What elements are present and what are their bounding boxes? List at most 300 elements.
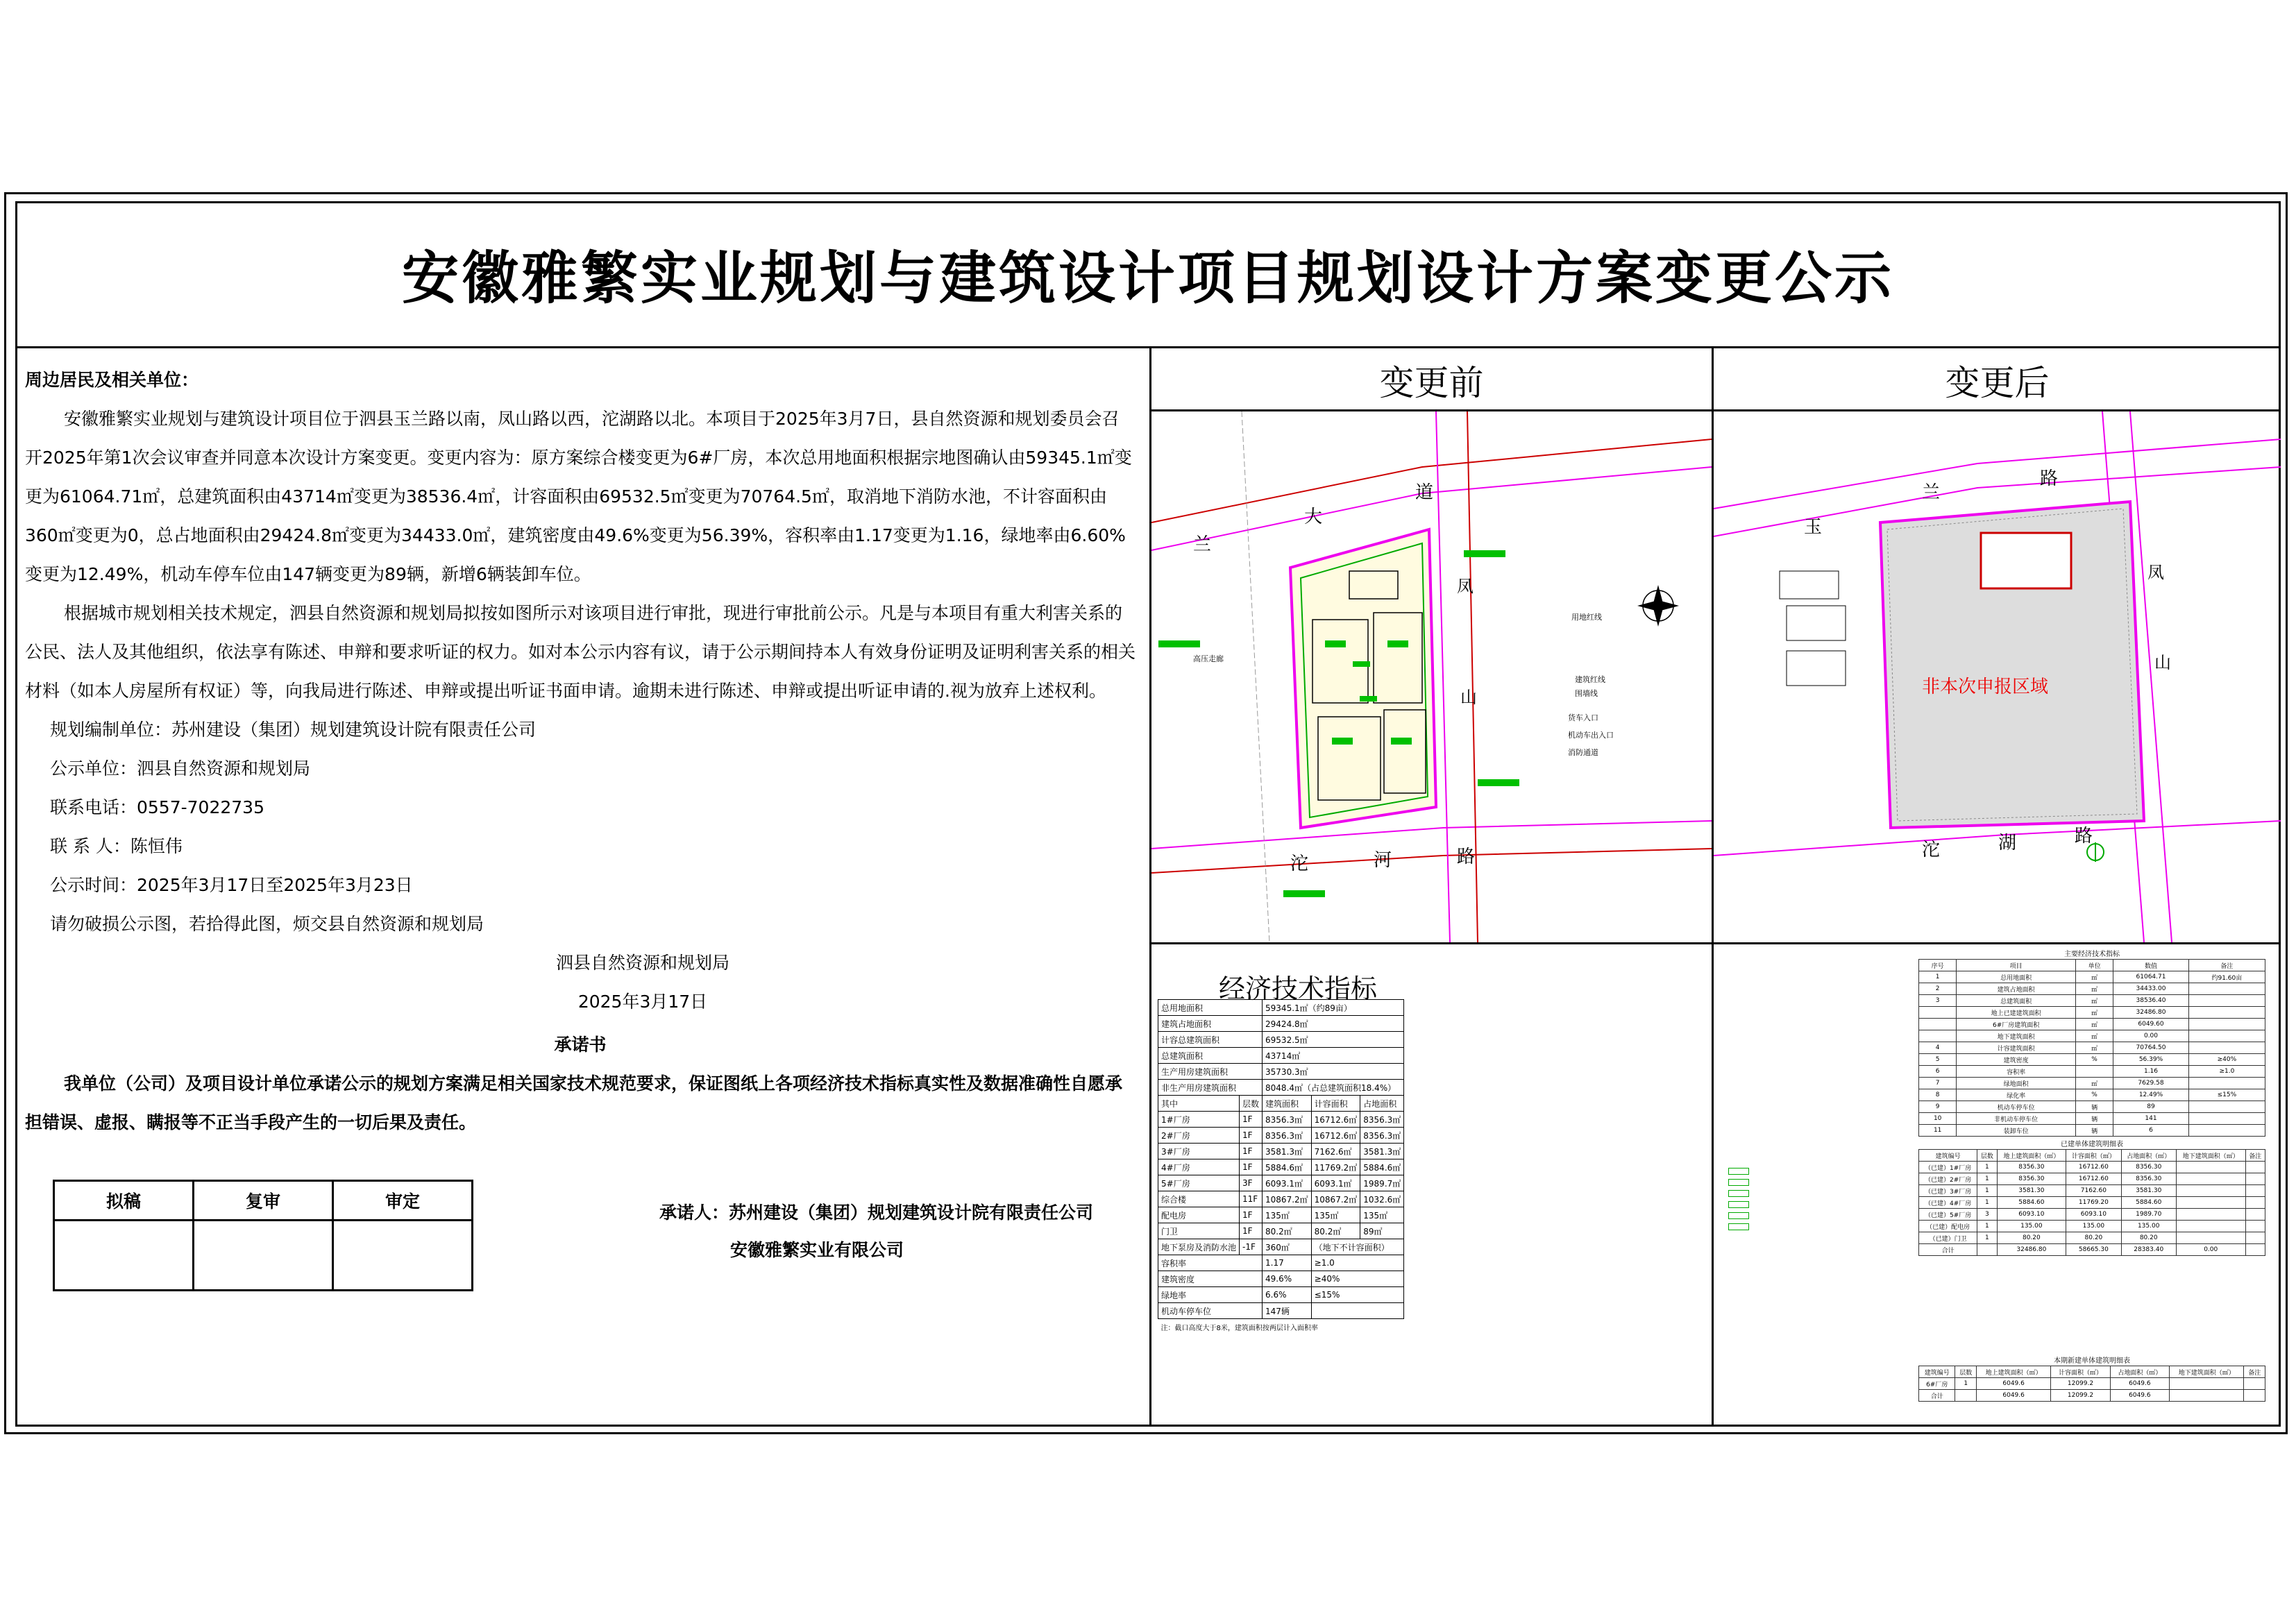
table-header: [1919, 1366, 2265, 1378]
table-cell: 绿化率: [1957, 1089, 2076, 1101]
table-cell: 非生产用房建筑面积: [1158, 1080, 1263, 1096]
table-cell: 6093.10: [2066, 1209, 2121, 1221]
table-row: [1919, 1378, 2265, 1390]
table-header: [1158, 1096, 1404, 1112]
north-arrow-icon: [2087, 842, 2104, 862]
sign-header: 拟稿: [54, 1181, 194, 1221]
table-cell: 5884.60: [2121, 1197, 2176, 1209]
table-row: [1919, 1007, 2265, 1019]
table-row: [1919, 1101, 2265, 1113]
legend-swatch: [1728, 1201, 1749, 1208]
page-title: 安徽雅繁实业规划与建筑设计项目规划设计方案变更公示: [401, 246, 1894, 312]
table-row: [1158, 1016, 1404, 1032]
table-cell: 8356.3㎡: [1360, 1128, 1404, 1144]
legend-row: [1728, 1166, 1860, 1177]
promise-title: 承诺书: [554, 1035, 607, 1055]
table-cell: 配电房: [1158, 1207, 1240, 1223]
table-cell: 合计: [1919, 1390, 1955, 1402]
road-name-south: 沱: [1922, 839, 1941, 860]
table-cell: 6049.6: [1976, 1378, 2050, 1390]
table-cell: 10867.2㎡: [1311, 1191, 1360, 1207]
notice-item: 联系电话：0557-7022735: [50, 797, 264, 817]
table-cell: 1F: [1240, 1128, 1263, 1144]
table-cell: 6049.60: [2113, 1019, 2188, 1030]
table-cell: [2170, 1390, 2244, 1402]
table-cell: 7629.58: [2113, 1078, 2188, 1089]
table-cell: [1919, 1019, 1957, 1030]
sign-header: 复审: [194, 1181, 333, 1221]
table-cell: 3: [1977, 1209, 1997, 1221]
road-name-east: 山: [1460, 688, 1477, 707]
built-buildings-table: [1918, 1149, 2265, 1256]
table-cell: 6.6%: [1263, 1287, 1312, 1303]
table-cell: 1: [1977, 1221, 1997, 1232]
greeting: 周边居民及相关单位：: [25, 370, 199, 390]
table-cell: 计容面积（㎡）: [2051, 1366, 2110, 1378]
table-row: [1158, 1239, 1404, 1255]
table-cell: 备注: [2188, 960, 2265, 971]
table-note: [1158, 1319, 1404, 1335]
table-cell: [2245, 1232, 2265, 1244]
road-name-south: 路: [2075, 825, 2093, 846]
table-cell: 地下建筑面积: [1957, 1030, 2076, 1042]
table-cell: 8356.30: [2121, 1162, 2176, 1173]
table-row: [1919, 1089, 2265, 1101]
table-row: [1919, 1030, 2265, 1042]
table-cell: ㎡: [2075, 1042, 2113, 1054]
road-edge: [1151, 467, 1712, 550]
table-cell: 占地面积（㎡）: [2110, 1366, 2169, 1378]
table-row: [1919, 1113, 2265, 1125]
table-cell: 总建筑面积: [1957, 995, 2076, 1007]
not-applied-label: 非本次申报区域: [1922, 676, 2049, 697]
table-row: [1158, 1207, 1404, 1223]
table-row: [1158, 1255, 1404, 1271]
table-row: [1158, 1271, 1404, 1287]
table-cell: 11: [1919, 1125, 1957, 1137]
road-name-south: 湖: [1998, 832, 2017, 853]
table-cell: 35730.3㎡: [1263, 1064, 1404, 1080]
table-cell: [2075, 1066, 2113, 1078]
table-row: [1158, 1128, 1404, 1144]
table-cell: 备注: [2245, 1150, 2265, 1162]
table-row: [1158, 1191, 1404, 1207]
table-cell: [2188, 995, 2265, 1007]
table-cell: 56.39%: [2113, 1054, 2188, 1066]
table-cell: 机动车停车位: [1158, 1303, 1263, 1319]
table-cell: 容积率: [1158, 1255, 1263, 1271]
table-cell: 38536.40: [2113, 995, 2188, 1007]
table-cell: 12.49%: [2113, 1089, 2188, 1101]
legend-swatch: [1728, 1179, 1749, 1186]
table-cell: 16712.60: [2066, 1162, 2121, 1173]
table-cell: 1989.7㎡: [1360, 1175, 1404, 1191]
road-name-east: 山: [2154, 654, 2171, 672]
table-cell: 6#厂房建筑面积: [1957, 1019, 2076, 1030]
table-cell: 5#厂房: [1158, 1175, 1240, 1191]
table-cell: 7162.60: [2066, 1185, 2121, 1197]
table-cell: ≥40%: [2188, 1054, 2265, 1066]
table-cell: [2244, 1378, 2265, 1390]
table-cell: 6093.1㎡: [1311, 1175, 1360, 1191]
table-cell: 8356.3㎡: [1263, 1128, 1312, 1144]
table-cell: 注：截口高度大于8米，建筑面积按两层计入面积率: [1160, 1324, 1318, 1332]
table-cell: ≤15%: [1311, 1287, 1404, 1303]
road-name-north: 大: [1304, 506, 1323, 527]
road-edge: [1151, 821, 1712, 849]
table-cell: 3: [1919, 995, 1957, 1007]
table-cell: 34433.00: [2113, 983, 2188, 995]
road-name-east: 凤: [1457, 577, 1474, 596]
sign-table: [53, 1180, 473, 1291]
sign-header: 审定: [333, 1181, 473, 1221]
table-row: [1919, 1232, 2265, 1244]
legend-swatch: [1728, 1168, 1749, 1175]
label-high-voltage: 高压走廊: [1193, 655, 1224, 663]
table-cell: 地下泵房及消防水池: [1158, 1239, 1240, 1255]
table-cell: 建筑占地面积: [1957, 983, 2076, 995]
table-cell: [2245, 1209, 2265, 1221]
table-cell: [2176, 1209, 2245, 1221]
table-row: [1158, 1112, 1404, 1128]
table-cell: 6: [1919, 1066, 1957, 1078]
table-cell: 计容建筑面积: [1957, 1042, 2076, 1054]
table-cell: 总建筑面积: [1158, 1048, 1263, 1064]
new-table-title: 本期新建单体建筑明细表: [2054, 1357, 2130, 1365]
table-cell: 0.00: [2113, 1030, 2188, 1042]
table-cell: 1: [1977, 1162, 1997, 1173]
table-cell: 绿地面积: [1957, 1078, 2076, 1089]
table-cell: [2188, 1113, 2265, 1125]
table-cell: [1919, 1030, 1957, 1042]
table-cell: [2188, 983, 2265, 995]
promise-text: 我单位（公司）及项目设计单位承诺公示的规划方案满足相关国家技术规范要求，保证图纸上各项经济技术指标真实性及数据准确性自愿承担错误、虚报、瞒报等不正当手段产生的一切后果及责任。: [25, 1073, 1123, 1132]
table-cell: （已建）4#厂房: [1919, 1197, 1977, 1209]
table-cell: [2176, 1221, 2245, 1232]
table-cell: 2#厂房: [1158, 1128, 1240, 1144]
table-cell: [2170, 1378, 2244, 1390]
label-fire-lane: 消防通道: [1568, 749, 1598, 757]
table-cell: [2188, 1078, 2265, 1089]
table-cell: 8356.3㎡: [1263, 1112, 1312, 1128]
legend-row: [1728, 1177, 1860, 1188]
table-row: [1158, 1064, 1404, 1080]
table-cell: 12099.2: [2051, 1390, 2110, 1402]
table-cell: [1977, 1244, 1997, 1256]
table-cell: 10867.2㎡: [1263, 1191, 1312, 1207]
road-name-south: 河: [1374, 849, 1392, 870]
adjacent-building: [1787, 651, 1846, 686]
table-cell: 9: [1919, 1101, 1957, 1113]
table-cell: 28383.40: [2121, 1244, 2176, 1256]
site-plan-after: [1714, 411, 2281, 942]
table-row: [1919, 1125, 2265, 1137]
table-cell: [2245, 1221, 2265, 1232]
table-row: [1158, 1144, 1404, 1159]
table-cell: 8356.30: [1997, 1162, 2066, 1173]
table-cell: 6049.6: [2110, 1378, 2169, 1390]
table-cell: [1955, 1390, 1977, 1402]
notice-para-1: 安徽雅繁实业规划与建筑设计项目位于泗县玉兰路以南，凤山路以西，沱湖路以北。本项目于2025年3月7日，县自然资源和规划委员会召开2025年第1次会议审查并同意本次设计方案变更。变更内容为：原方案综合楼变更为6#厂房，本次总用地面积根据宗地图确认由59345.1㎡变更为61064.71㎡，总建筑面积由43714㎡变更为38536.4㎡，计容面积由69532.5㎡变更为70764.5㎡，取消地下消防水池，不计容面积由360㎡变更为0，总占地面积由29424.8㎡变更为34433.0㎡，建筑密度由49.6%变更为56.39%，容积率由1.17变更为1.16，绿地率由6.60%变更为12.49%，机动车停车位由147辆变更为89辆，新增6辆装卸车位。: [25, 409, 1132, 584]
table-cell: 5884.6㎡: [1360, 1159, 1404, 1175]
table-cell: %: [2075, 1089, 2113, 1101]
table-cell: [2245, 1185, 2265, 1197]
table-cell: 层数: [1977, 1150, 1997, 1162]
table-cell: 80.20: [1997, 1232, 2066, 1244]
table-cell: 5884.6㎡: [1263, 1159, 1312, 1175]
table-cell: 360㎡: [1263, 1239, 1312, 1255]
table-cell: %: [2075, 1054, 2113, 1066]
table-cell: 1F: [1240, 1207, 1263, 1223]
table-row: [1919, 1390, 2265, 1402]
table-cell: [2188, 1101, 2265, 1113]
legend-swatch: [1728, 1212, 1749, 1219]
committer-1: 承诺人：苏州建设（集团）规划建筑设计院有限责任公司: [659, 1203, 1094, 1223]
table-cell: ≤15%: [2188, 1089, 2265, 1101]
adjacent-building: [1787, 606, 1846, 640]
table-cell: [2245, 1173, 2265, 1185]
legend-swatch: [1728, 1223, 1749, 1230]
table-cell: 0.00: [2176, 1244, 2245, 1256]
title-bar: [15, 201, 2281, 348]
table-cell: 地上建筑面积（㎡）: [1997, 1150, 2066, 1162]
table-cell: 1.16: [2113, 1066, 2188, 1078]
table-cell: ㎡: [2075, 983, 2113, 995]
table-cell: [2188, 1019, 2265, 1030]
table-row: [1158, 1048, 1404, 1064]
sign-cell: [54, 1221, 194, 1291]
label-building-line: 建筑红线: [1575, 676, 1605, 684]
table-cell: 135.00: [1997, 1221, 2066, 1232]
table-cell: 7: [1919, 1078, 1957, 1089]
table-cell: 135㎡: [1360, 1207, 1404, 1223]
table-cell: 1#厂房: [1158, 1112, 1240, 1128]
table-cell: 8356.30: [1997, 1173, 2066, 1185]
table-cell: 1989.70: [2121, 1209, 2176, 1221]
table-row: [1919, 995, 2265, 1007]
road-edge: [1714, 439, 2281, 509]
table-row: [1919, 1244, 2265, 1256]
road-name-south: 沱: [1290, 853, 1309, 874]
table-cell: 69532.5㎡: [1263, 1032, 1404, 1048]
table-cell: 135.00: [2066, 1221, 2121, 1232]
table-cell: [1311, 1303, 1404, 1319]
table-cell: 地下建筑面积（㎡）: [2170, 1366, 2244, 1378]
table-cell: [2188, 1042, 2265, 1054]
table-cell: 层数: [1240, 1096, 1263, 1112]
table-cell: 计容总建筑面积: [1158, 1032, 1263, 1048]
road-name-south: 路: [1457, 846, 1476, 867]
table-cell: [2176, 1232, 2245, 1244]
table-cell: （已建）2#厂房: [1919, 1173, 1977, 1185]
table-cell: 8: [1919, 1089, 1957, 1101]
table-cell: ≥40%: [1311, 1271, 1404, 1287]
table-cell: （已建）3#厂房: [1919, 1185, 1977, 1197]
table-cell: 约91.60亩: [2188, 971, 2265, 983]
table-cell: 135.00: [2121, 1221, 2176, 1232]
table-cell: [2176, 1185, 2245, 1197]
table-cell: 80.2㎡: [1311, 1223, 1360, 1239]
table-cell: 容积率: [1957, 1066, 2076, 1078]
table-cell: 占地面积: [1360, 1096, 1404, 1112]
table-row: [1919, 1054, 2265, 1066]
table-cell: 辆: [2075, 1125, 2113, 1137]
north-arrow-icon: [1637, 585, 1679, 627]
table-cell: 58665.30: [2066, 1244, 2121, 1256]
road-name-north: 兰: [1922, 482, 1941, 502]
new-building: [1981, 533, 2071, 588]
table-cell: ㎡: [2075, 995, 2113, 1007]
table-cell: 其中: [1158, 1096, 1240, 1112]
table-cell: 80.2㎡: [1263, 1223, 1312, 1239]
table-row: [1919, 1042, 2265, 1054]
plan-legend: [1728, 1166, 1860, 1339]
legend-row: [1728, 1188, 1860, 1199]
table-cell: 3581.30: [2121, 1185, 2176, 1197]
legend-row: [1728, 1210, 1860, 1221]
notice-item: 请勿破损公示图，若拾得此图，烦交县自然资源和规划局: [50, 914, 484, 934]
table-cell: 1.17: [1263, 1255, 1312, 1271]
issuer: 泗县自然资源和规划局: [555, 953, 729, 973]
table-cell: [2176, 1162, 2245, 1173]
table-cell: 单位: [2075, 960, 2113, 971]
table-cell: 4#厂房: [1158, 1159, 1240, 1175]
road-name-north: 玉: [1804, 516, 1823, 537]
legend-row: [1728, 1221, 1860, 1232]
table-cell: 5: [1919, 1054, 1957, 1066]
table-row: [1158, 1175, 1404, 1191]
table-cell: 装卸车位: [1957, 1125, 2076, 1137]
table-cell: 135㎡: [1311, 1207, 1360, 1223]
table-row: [1919, 971, 2265, 983]
table-cell: 135㎡: [1263, 1207, 1312, 1223]
table-cell: 6049.6: [2110, 1390, 2169, 1402]
table-cell: 11769.20: [2066, 1197, 2121, 1209]
table-cell: 项目: [1957, 960, 2076, 971]
road-name-north: 兰: [1193, 534, 1212, 554]
table-row: [1158, 1287, 1404, 1303]
table-cell: [2188, 1125, 2265, 1137]
table-cell: 5884.60: [1997, 1197, 2066, 1209]
label-site-line: 用地红线: [1571, 613, 1602, 622]
table-cell: 地上已建建筑面积: [1957, 1007, 2076, 1019]
main-indicators-table: [1918, 959, 2265, 1137]
table-cell: [2188, 1007, 2265, 1019]
table-cell: 49.6%: [1263, 1271, 1312, 1287]
table-cell: 占地面积（㎡）: [2121, 1150, 2176, 1162]
table-cell: ㎡: [2075, 1019, 2113, 1030]
table-cell: 生产用房建筑面积: [1158, 1064, 1263, 1080]
table-row: [1158, 1159, 1404, 1175]
table-row: [1919, 1185, 2265, 1197]
table-cell: （地下不计容面积）: [1311, 1239, 1404, 1255]
road-edge: [1242, 411, 1269, 942]
table-cell: 3581.3㎡: [1263, 1144, 1312, 1159]
panel-before-title: 变更前: [1379, 362, 1484, 403]
table-row: [1158, 1303, 1404, 1319]
table-cell: 地下建筑面积（㎡）: [2176, 1150, 2245, 1162]
table-cell: 16712.6㎡: [1311, 1128, 1360, 1144]
table-cell: 147辆: [1263, 1303, 1312, 1319]
panel-after-title: 变更后: [1945, 362, 2050, 403]
notice-item: 公示时间：2025年3月17日至2025年3月23日: [50, 875, 413, 895]
table-cell: [1919, 1007, 1957, 1019]
table-row: [1919, 1221, 2265, 1232]
table-row: [1919, 1078, 2265, 1089]
table-cell: [2176, 1173, 2245, 1185]
table-cell: 地上建筑面积（㎡）: [1976, 1366, 2050, 1378]
built-table-title: 已建单体建筑明细表: [2061, 1141, 2123, 1148]
table-cell: （已建）门卫: [1919, 1232, 1977, 1244]
table-cell: 6#厂房: [1919, 1378, 1955, 1390]
table-row: [1919, 1066, 2265, 1078]
table-row: [1158, 1223, 1404, 1239]
econ-title: 经济技术指标: [1218, 974, 1377, 1004]
table-row: [1919, 1173, 2265, 1185]
table-cell: 32486.80: [1997, 1244, 2066, 1256]
table-cell: 8048.4㎡（占总建筑面积18.4%）: [1263, 1080, 1404, 1096]
table-cell: 辆: [2075, 1113, 2113, 1125]
table-cell: [2245, 1162, 2265, 1173]
table-cell: 门卫: [1158, 1223, 1240, 1239]
table-cell: [2245, 1197, 2265, 1209]
table-cell: 141: [2113, 1113, 2188, 1125]
table-cell: 1: [1977, 1185, 1997, 1197]
table-header: [1919, 1150, 2265, 1162]
table-cell: 61064.71: [2113, 971, 2188, 983]
main-table-title: 主要经济技术指标: [2064, 951, 2120, 958]
table-row: [1919, 1019, 2265, 1030]
table-cell: 总用地面积: [1158, 1000, 1263, 1016]
table-cell: 3#厂房: [1158, 1144, 1240, 1159]
table-cell: 80.20: [2066, 1232, 2121, 1244]
table-cell: 建筑密度: [1158, 1271, 1263, 1287]
table-cell: 32486.80: [2113, 1007, 2188, 1019]
table-cell: （已建）5#厂房: [1919, 1209, 1977, 1221]
divider-plans: [1149, 942, 2281, 944]
table-cell: 辆: [2075, 1101, 2113, 1113]
table-cell: 综合楼: [1158, 1191, 1240, 1207]
table-cell: 4: [1919, 1042, 1957, 1054]
table-cell: 59345.1㎡（约89亩）: [1263, 1000, 1404, 1016]
road-edge: [1151, 849, 1712, 873]
table-cell: 1: [1977, 1197, 1997, 1209]
label-truck-entry: 货车入口: [1568, 714, 1598, 722]
table-cell: 12099.2: [2051, 1378, 2110, 1390]
table-row: [1158, 1032, 1404, 1048]
econ-table: [1158, 999, 1404, 1334]
table-cell: 总用地面积: [1957, 971, 2076, 983]
committer-2: 安徽雅繁实业有限公司: [730, 1240, 904, 1260]
table-cell: 2: [1919, 983, 1957, 995]
table-cell: 29424.8㎡: [1263, 1016, 1404, 1032]
table-cell: （已建）1#厂房: [1919, 1162, 1977, 1173]
table-header: [1919, 960, 2265, 971]
table-row: [1919, 983, 2265, 995]
table-cell: 7162.6㎡: [1311, 1144, 1360, 1159]
table-cell: 1F: [1240, 1159, 1263, 1175]
table-cell: ㎡: [2075, 1030, 2113, 1042]
table-cell: 1: [1977, 1173, 1997, 1185]
table-cell: 70764.50: [2113, 1042, 2188, 1054]
notice-item: 联 系 人：陈恒伟: [50, 836, 183, 856]
table-cell: 8356.30: [2121, 1173, 2176, 1185]
legend-swatch: [1728, 1190, 1749, 1197]
table-cell: ≥1.0: [1311, 1255, 1404, 1271]
table-cell: 计容面积: [1311, 1096, 1360, 1112]
table-cell: 非机动车停车位: [1957, 1113, 2076, 1125]
table-row: [1919, 1162, 2265, 1173]
